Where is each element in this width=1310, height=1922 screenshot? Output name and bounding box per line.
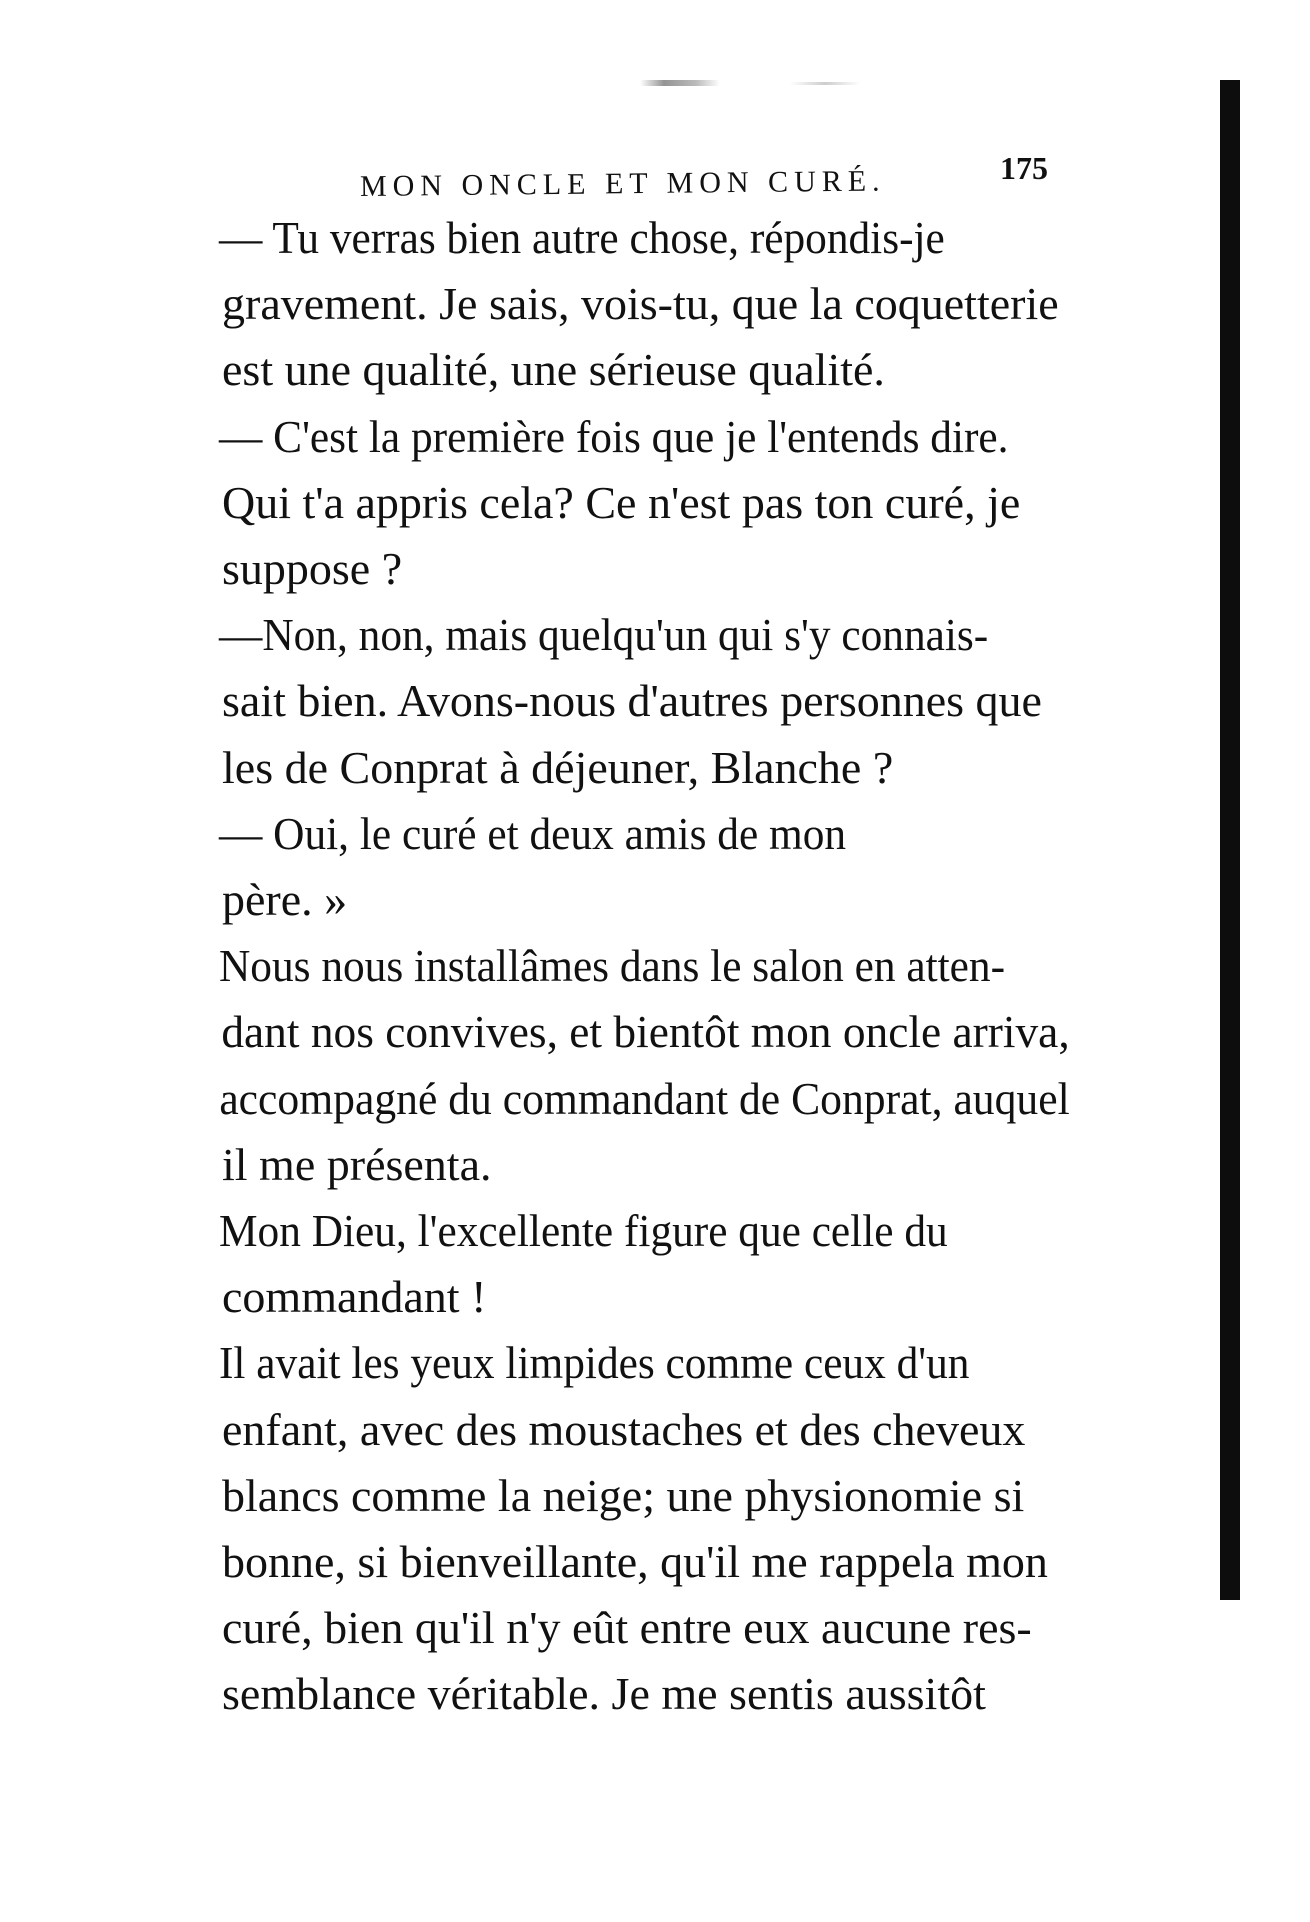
text-line: Nous nous installâmes dans le salon en atten- — [218, 940, 1006, 992]
text-line: les de Conprat à déjeuner, Blanche ? — [222, 741, 894, 793]
paragraph — [170, 1330, 1070, 1727]
paragraph — [170, 602, 1070, 801]
text-line: il me présenta. — [222, 1138, 492, 1190]
text-line: suppose ? — [222, 543, 403, 595]
running-head: MON ONCLE ET MON CURÉ. — [359, 164, 886, 203]
print-smudge — [640, 80, 720, 86]
text-line: père. » — [222, 874, 348, 926]
text-line: gravement. Je sais, vois-tu, que la coquetterie — [222, 278, 1059, 330]
text-line: accompagné du commandant de Conprat, auquel — [219, 1072, 1070, 1124]
text-line: sait bien. Avons-nous d'autres personnes que — [222, 675, 1042, 727]
text-line: blancs comme la neige; une physionomie si — [222, 1469, 1025, 1521]
page-edge-shadow — [1220, 80, 1240, 1600]
paragraph — [170, 801, 1070, 933]
text-line: enfant, avec des moustaches et des cheveux — [222, 1403, 1026, 1455]
text-line: Mon Dieu, l'excellente figure que celle du — [218, 1205, 948, 1257]
text-line: semblance véritable. Je me sentis aussitôt — [222, 1668, 986, 1720]
text-line: commandant ! — [222, 1271, 487, 1323]
text-line: curé, bien qu'il n'y eût entre eux aucune res- — [222, 1602, 1032, 1654]
text-line: — Oui, le curé et deux amis de mon — [218, 807, 847, 859]
body-text — [170, 205, 1070, 1728]
paragraph — [170, 933, 1070, 1198]
text-line: —Non, non, mais quelqu'un qui s'y connais- — [218, 609, 989, 661]
print-smudge-faint — [790, 82, 860, 85]
text-line: — C'est la première fois que je l'entends dire. — [218, 410, 1009, 462]
paragraph — [170, 205, 1070, 404]
text-line: Il avait les yeux limpides comme ceux d'un — [218, 1337, 970, 1389]
text-line: dant nos convives, et bientôt mon oncle arriva, — [221, 1006, 1070, 1058]
paragraph — [170, 1198, 1070, 1330]
text-line: Qui t'a appris cela? Ce n'est pas ton curé, je — [222, 476, 1021, 528]
page-header — [330, 150, 1070, 210]
paragraph — [170, 404, 1070, 603]
text-line: — Tu verras bien autre chose, répondis-je — [218, 212, 945, 263]
text-line: bonne, si bienveillante, qu'il me rappela mon — [222, 1536, 1048, 1588]
text-line: est une qualité, une sérieuse qualité. — [222, 344, 885, 396]
page-number: 175 — [1000, 150, 1048, 186]
